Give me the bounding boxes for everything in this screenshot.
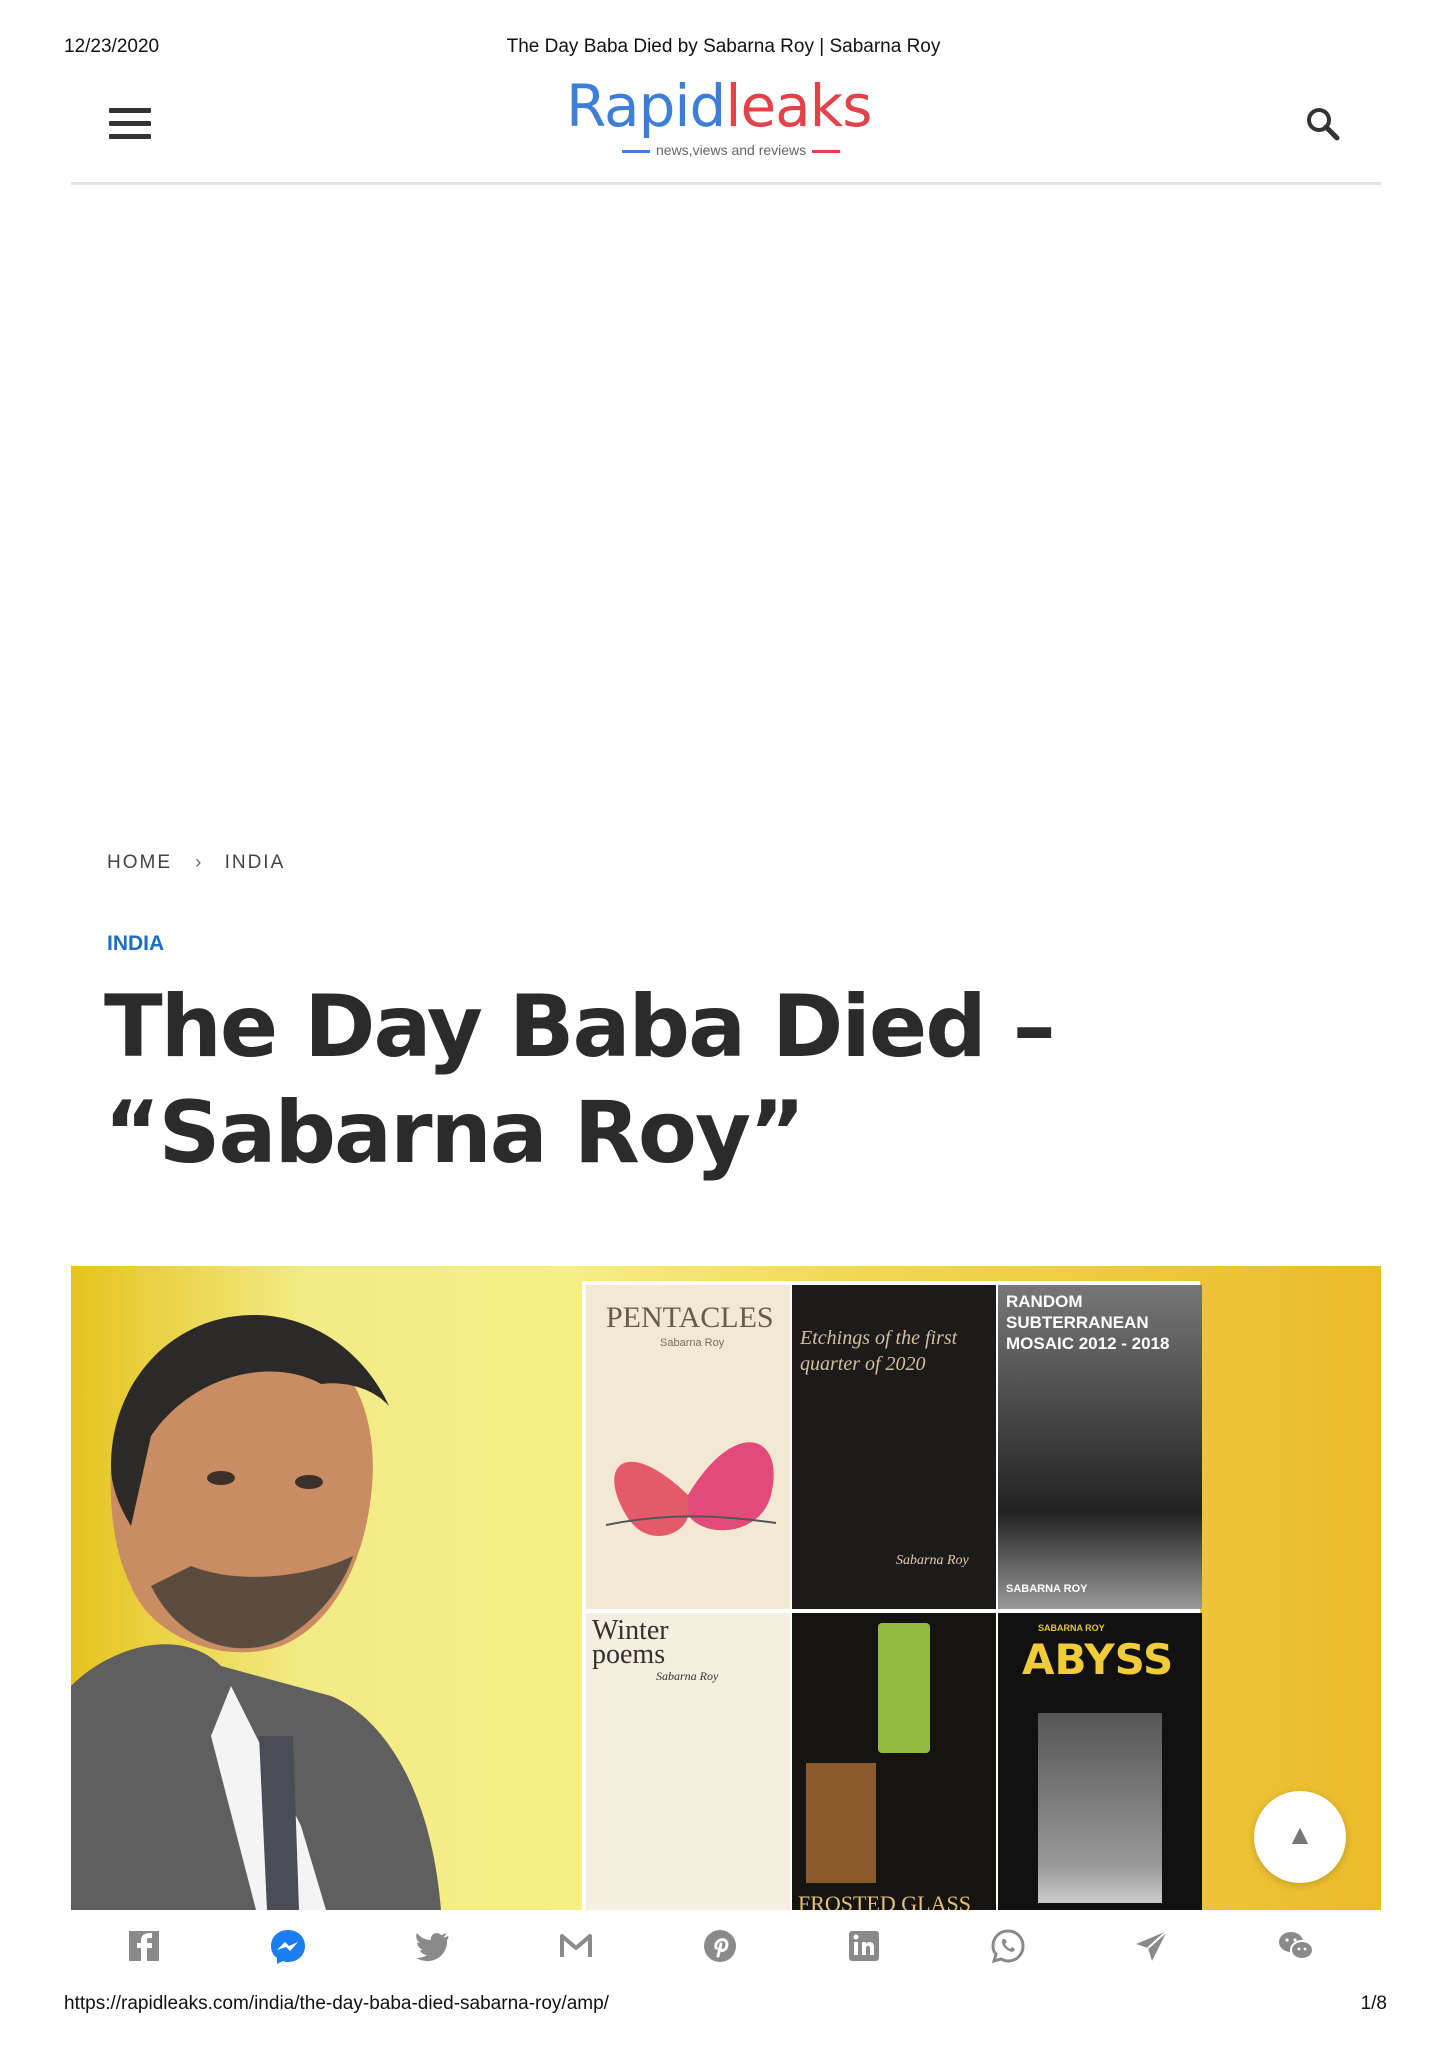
share-messenger-button[interactable] <box>268 1926 308 1966</box>
book-abyss <box>998 1613 1202 1910</box>
arrow-up-icon: ▲ <box>1286 1819 1314 1850</box>
breadcrumb-current[interactable]: INDIA <box>224 852 286 873</box>
share-bar <box>71 1918 1381 1976</box>
book-title: PENTACLES <box>606 1301 774 1334</box>
share-twitter-button[interactable] <box>412 1926 452 1966</box>
book-etchings <box>792 1285 996 1609</box>
share-linkedin-button[interactable] <box>844 1926 884 1966</box>
logo-text: Rapidleaks <box>566 72 872 140</box>
book-author: Sabarna Roy <box>896 1553 969 1568</box>
twitter-icon <box>412 1926 452 1966</box>
pinterest-icon <box>700 1926 740 1966</box>
book-title: ABYSS <box>1022 1635 1174 1684</box>
search-button[interactable] <box>1305 106 1341 142</box>
book-pentacles <box>586 1285 790 1609</box>
share-telegram-button[interactable] <box>1132 1926 1172 1966</box>
messenger-icon <box>268 1926 308 1966</box>
share-pinterest-button[interactable] <box>700 1926 740 1966</box>
author-portrait <box>71 1266 581 1910</box>
book-title: FROSTED GLASS <box>798 1891 971 1910</box>
share-facebook-button[interactable] <box>124 1926 164 1966</box>
book-author: Sabarna Roy <box>656 1669 719 1683</box>
whatsapp-icon <box>988 1926 1028 1966</box>
article-title-line1: The Day Baba Died – <box>104 977 1054 1077</box>
share-email-button[interactable] <box>556 1926 596 1966</box>
book-title: Winter poems <box>592 1615 669 1670</box>
book-cover-collage <box>582 1281 1200 1910</box>
print-date: 12/23/2020 <box>64 36 160 57</box>
book-title: Etchings of the first quarter of 2020 <box>800 1327 958 1375</box>
breadcrumb-home[interactable]: HOME <box>107 852 172 873</box>
print-url: https://rapidleaks.com/india/the-day-baba-died-sabarna-roy/amp/ <box>64 1993 609 2014</box>
hero-image <box>71 1266 1381 1910</box>
breadcrumb-separator-icon: › <box>195 852 202 872</box>
share-wechat-button[interactable] <box>1276 1926 1316 1966</box>
hamburger-icon <box>109 108 151 113</box>
print-header <box>64 36 1383 58</box>
email-icon <box>556 1926 596 1966</box>
telegram-icon <box>1132 1926 1172 1966</box>
book-author: SABARNA ROY <box>1006 1583 1088 1595</box>
book-frosted-glass <box>792 1613 996 1910</box>
book-author: Sabarna Roy <box>660 1337 725 1349</box>
menu-button[interactable] <box>109 108 151 142</box>
print-page-number: 1/8 <box>1360 1993 1387 2014</box>
book-random-subterranean <box>998 1285 1202 1609</box>
linkedin-icon <box>844 1926 884 1966</box>
book-author: SABARNA ROY <box>1038 1623 1105 1633</box>
article-title-line2: “Sabarna Roy” <box>104 1083 804 1183</box>
share-whatsapp-button[interactable] <box>988 1926 1028 1966</box>
site-logo[interactable] <box>566 68 896 168</box>
article-title <box>104 974 1204 1186</box>
facebook-icon <box>124 1926 164 1966</box>
site-header <box>71 62 1381 185</box>
book-title: RANDOM SUBTERRANEAN MOSAIC 2012 - 2018 <box>1006 1292 1170 1353</box>
logo-tagline: news,views and reviews <box>616 142 846 158</box>
search-icon <box>1305 106 1341 142</box>
book-winter-poems <box>586 1613 790 1910</box>
scroll-to-top-button[interactable] <box>1254 1791 1346 1883</box>
print-title: The Day Baba Died by Sabarna Roy | Sabarna Roy <box>506 36 941 57</box>
butterfly-illustration <box>586 1285 790 1609</box>
print-footer <box>64 1993 1387 2015</box>
breadcrumb <box>107 852 285 874</box>
wechat-icon <box>1276 1926 1316 1966</box>
article-category[interactable]: INDIA <box>107 932 165 955</box>
